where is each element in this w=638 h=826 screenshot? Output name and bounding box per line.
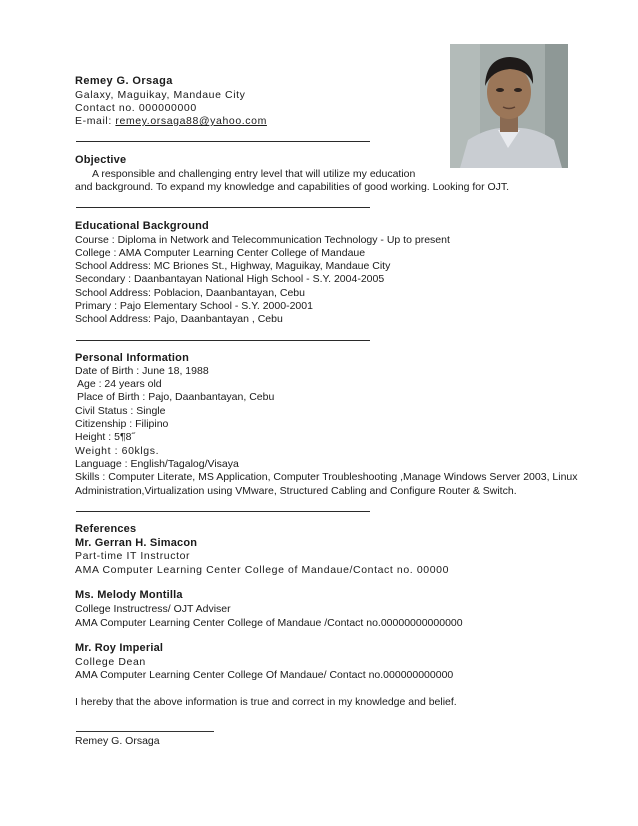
signature-name: Remey G. Orsaga bbox=[75, 735, 160, 747]
objective-line-2: and background. To expand my knowledge and capabilities of good working. Looking for OJT. bbox=[75, 181, 510, 193]
email-label: E-mail: bbox=[75, 115, 112, 127]
personal-age: Age : 24 years old bbox=[77, 378, 162, 390]
personal-language: Language : English/Tagalog/Visaya bbox=[75, 458, 239, 470]
reference-organization: AMA Computer Learning Center College Of Mandaue/ Contact no.000000000000 bbox=[75, 669, 454, 681]
divider bbox=[76, 340, 370, 341]
education-primary-address: School Address: Pajo, Daanbantayan , Cebu bbox=[75, 313, 283, 325]
personal-dob: Date of Birth : June 18, 1988 bbox=[75, 365, 209, 377]
personal-civil-status: Civil Status : Single bbox=[75, 405, 166, 417]
profile-photo bbox=[450, 44, 568, 168]
personal-citizenship: Citizenship : Filipino bbox=[75, 418, 169, 430]
reference-title: College Dean bbox=[75, 656, 146, 668]
address: Galaxy, Maguikay, Mandaue City bbox=[75, 89, 246, 101]
reference-organization: AMA Computer Learning Center College of Mandaue /Contact no.00000000000000 bbox=[75, 617, 463, 629]
personal-pob: Place of Birth : Pajo, Daanbantayan, Cebu bbox=[77, 391, 275, 403]
personal-heading: Personal Information bbox=[75, 352, 190, 364]
contact-number: Contact no. 000000000 bbox=[75, 102, 197, 114]
references-heading: References bbox=[75, 523, 137, 535]
reference-name: Mr. Gerran H. Simacon bbox=[75, 537, 198, 549]
personal-weight: Weight : 60klgs. bbox=[75, 445, 160, 457]
divider bbox=[76, 511, 370, 512]
personal-height: Height : 5¶8˝ bbox=[75, 431, 135, 443]
education-secondary: Secondary : Daanbantayan National High School - S.Y. 2004-2005 bbox=[75, 273, 385, 285]
education-primary: Primary : Pajo Elementary School - S.Y. 2000-2001 bbox=[75, 300, 313, 312]
objective-line-1: A responsible and challenging entry level that will utilize my education bbox=[92, 168, 416, 180]
personal-skills-line-1: Skills : Computer Literate, MS Application, Computer Troubleshooting ,Manage Windows Server 2003, Linux bbox=[75, 471, 578, 483]
education-secondary-address: School Address: Poblacion, Daanbantayan, Cebu bbox=[75, 287, 305, 299]
reference-title: College Instructress/ OJT Adviser bbox=[75, 603, 231, 615]
reference-name: Ms. Melody Montilla bbox=[75, 589, 183, 601]
divider bbox=[76, 207, 370, 208]
personal-skills-line-2: Administration,Virtualization using VMware, Structured Cabling and Configure Router & Switch. bbox=[75, 485, 517, 497]
email-line bbox=[75, 115, 267, 128]
education-college-address: School Address: MC Briones St., Highway, Maguikay, Mandaue City bbox=[75, 260, 391, 272]
email-link[interactable]: remey.orsaga88@yahoo.com bbox=[115, 115, 267, 127]
declaration: I hereby that the above information is true and correct in my knowledge and belief. bbox=[75, 696, 457, 708]
education-heading: Educational Background bbox=[75, 220, 209, 232]
objective-heading: Objective bbox=[75, 154, 127, 166]
signature-line bbox=[76, 731, 214, 732]
applicant-name: Remey G. Orsaga bbox=[75, 75, 173, 87]
reference-title: Part-time IT Instructor bbox=[75, 550, 191, 562]
reference-organization: AMA Computer Learning Center College of Mandaue/Contact no. 00000 bbox=[75, 564, 450, 576]
education-course: Course : Diploma in Network and Telecommunication Technology - Up to present bbox=[75, 234, 450, 246]
education-college: College : AMA Computer Learning Center College of Mandaue bbox=[75, 247, 366, 259]
reference-name: Mr. Roy Imperial bbox=[75, 642, 164, 654]
divider bbox=[76, 141, 370, 142]
